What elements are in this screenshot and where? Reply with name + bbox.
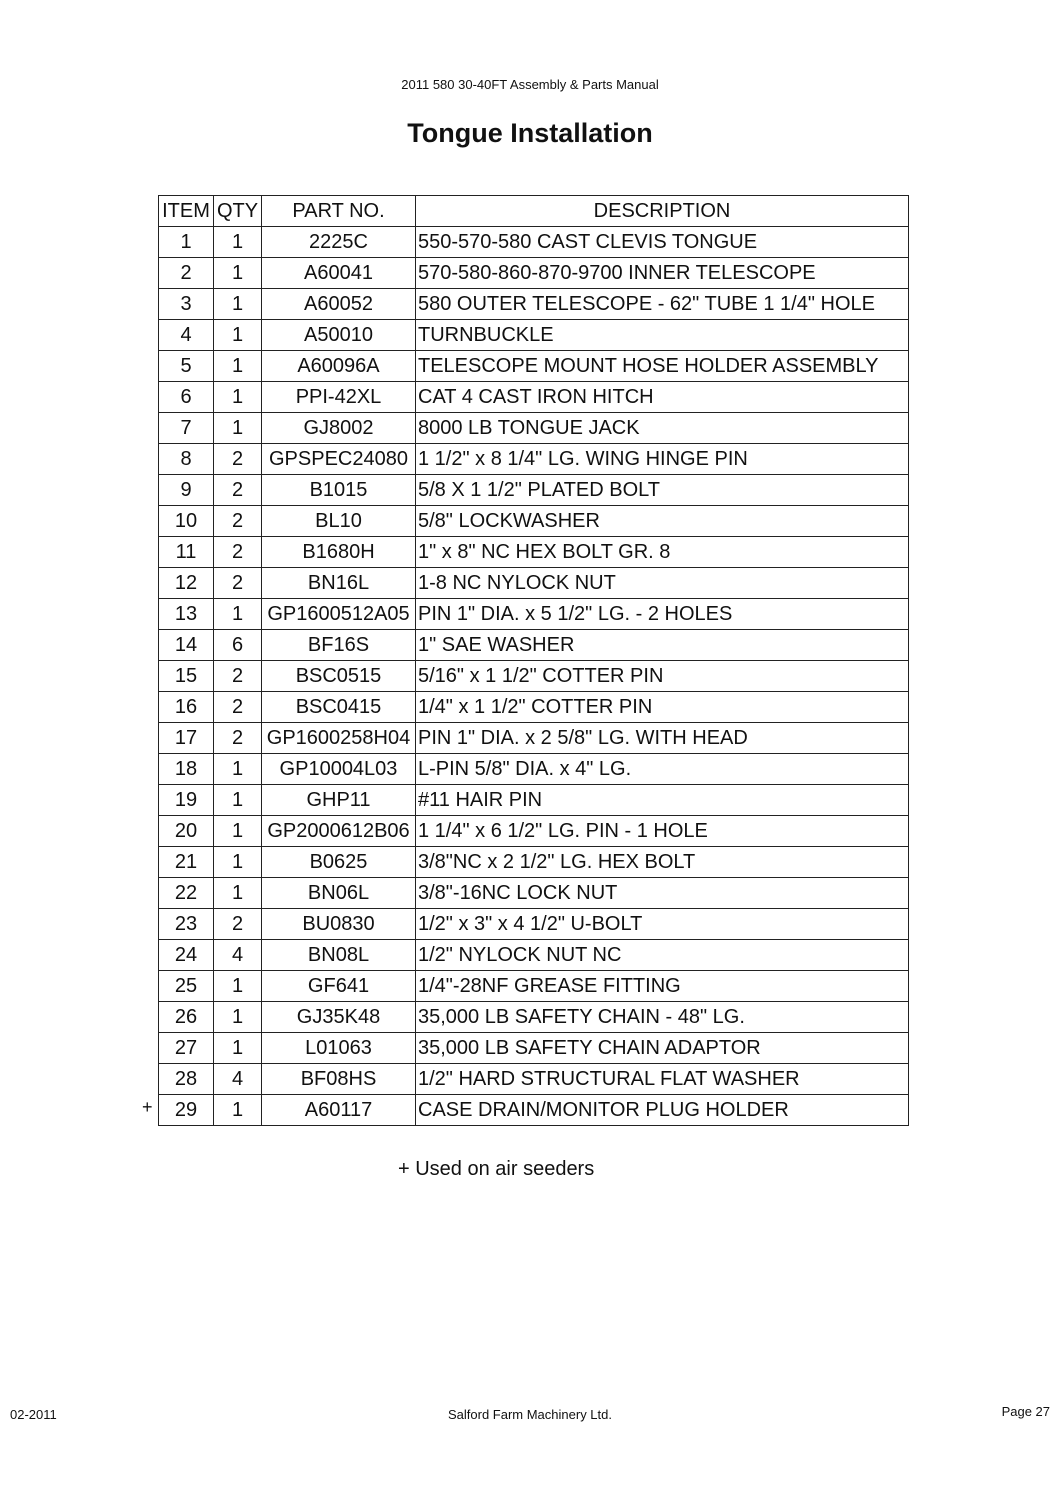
item-number-cell — [159, 568, 214, 599]
qty-cell: 4 — [214, 940, 262, 971]
item-number: 19 — [174, 788, 198, 811]
item-number: 11 — [175, 540, 197, 563]
item-number: 28 — [174, 1067, 198, 1090]
description-cell: 1/4" x 1 1/2" COTTER PIN — [416, 692, 909, 723]
table-row — [159, 1095, 909, 1126]
item-number: 10 — [174, 509, 198, 532]
item-number-cell — [159, 320, 214, 351]
item-number: 18 — [174, 757, 198, 780]
item-number-cell — [159, 940, 214, 971]
qty-cell: 1 — [214, 878, 262, 909]
table-row — [159, 320, 909, 351]
qty-cell: 1 — [214, 320, 262, 351]
description-cell: 1-8 NC NYLOCK NUT — [416, 568, 909, 599]
part-number-cell: GP1600258H04 — [262, 723, 416, 754]
manual-header: 2011 580 30-40FT Assembly & Parts Manual — [401, 77, 659, 92]
table-row — [159, 1064, 909, 1095]
part-number-cell: GP2000612B06 — [262, 816, 416, 847]
item-number-cell — [159, 444, 214, 475]
table-row — [159, 723, 909, 754]
table-row — [159, 382, 909, 413]
item-number-cell — [159, 382, 214, 413]
table-row — [159, 258, 909, 289]
qty-cell: 1 — [214, 754, 262, 785]
table-row — [159, 692, 909, 723]
description-cell: 1/2" HARD STRUCTURAL FLAT WASHER — [416, 1064, 909, 1095]
part-number-cell: A60117 — [262, 1095, 416, 1126]
table-row — [159, 630, 909, 661]
header-row — [159, 196, 909, 227]
description-cell: 3/8"-16NC LOCK NUT — [416, 878, 909, 909]
qty-cell: 4 — [214, 1064, 262, 1095]
item-number-cell — [159, 847, 214, 878]
table-row — [159, 971, 909, 1002]
table-row — [159, 909, 909, 940]
description-cell: PIN 1" DIA. x 2 5/8" LG. WITH HEAD — [416, 723, 909, 754]
description-cell: TURNBUCKLE — [416, 320, 909, 351]
parts-table-body — [142, 227, 909, 1126]
description-cell: 1" SAE WASHER — [416, 630, 909, 661]
parts-table — [142, 195, 909, 1126]
qty-cell: 2 — [214, 661, 262, 692]
item-number: 29 — [174, 1098, 198, 1121]
footer-date: 02-2011 — [10, 1407, 57, 1422]
item-number-cell — [159, 289, 214, 320]
qty-cell: 2 — [214, 568, 262, 599]
qty-cell: 1 — [214, 413, 262, 444]
qty-cell: 2 — [214, 723, 262, 754]
item-number-cell — [159, 661, 214, 692]
footer-page-number: Page 27 — [1001, 1404, 1050, 1419]
footer-company: Salford Farm Machinery Ltd. — [447, 1407, 612, 1422]
part-number-cell: A60052 — [262, 289, 416, 320]
description-cell: 1/2" NYLOCK NUT NC — [416, 940, 909, 971]
item-number-cell — [159, 537, 214, 568]
description-cell: 1/4"-28NF GREASE FITTING — [416, 971, 909, 1002]
qty-cell: 1 — [214, 382, 262, 413]
description-cell: L-PIN 5/8" DIA. x 4" LG. — [416, 754, 909, 785]
item-number-cell — [159, 785, 214, 816]
part-number-cell: GHP11 — [262, 785, 416, 816]
description-cell: 5/8 X 1 1/2" PLATED BOLT — [416, 475, 909, 506]
item-number: 16 — [174, 695, 198, 718]
table-row — [159, 661, 909, 692]
item-number-cell — [159, 723, 214, 754]
item-number: 15 — [174, 664, 198, 687]
item-number: 1 — [180, 230, 192, 253]
part-number-cell: BN06L — [262, 878, 416, 909]
item-number-cell — [159, 1064, 214, 1095]
table-row — [159, 1002, 909, 1033]
qty-cell: 2 — [214, 506, 262, 537]
part-number-cell: BSC0415 — [262, 692, 416, 723]
table-row — [159, 599, 909, 630]
item-number: 21 — [174, 850, 198, 873]
description-cell: 35,000 LB SAFETY CHAIN - 48" LG. — [416, 1002, 909, 1033]
description-cell: 550-570-580 CAST CLEVIS TONGUE — [416, 227, 909, 258]
qty-cell: 1 — [214, 258, 262, 289]
item-number-cell — [159, 506, 214, 537]
description-cell: 1 1/4" x 6 1/2" LG. PIN - 1 HOLE — [416, 816, 909, 847]
item-number-cell — [159, 1002, 214, 1033]
part-number-cell: PPI-42XL — [262, 382, 416, 413]
item-number: 20 — [174, 819, 198, 842]
table-row — [159, 754, 909, 785]
description-cell: #11 HAIR PIN — [416, 785, 909, 816]
item-number-cell — [159, 351, 214, 382]
item-number: 12 — [174, 571, 198, 594]
qty-cell: 1 — [214, 1002, 262, 1033]
qty-cell: 6 — [214, 630, 262, 661]
table-row — [159, 227, 909, 258]
item-number-cell — [159, 630, 214, 661]
table-row — [159, 816, 909, 847]
item-number: 3 — [180, 292, 192, 315]
item-number-cell — [159, 413, 214, 444]
description-cell: TELESCOPE MOUNT HOSE HOLDER ASSEMBLY — [416, 351, 909, 382]
item-number: 27 — [174, 1036, 198, 1059]
qty-cell: 2 — [214, 537, 262, 568]
item-number: 23 — [174, 912, 198, 935]
item-number-cell — [159, 227, 214, 258]
item-number-cell — [159, 754, 214, 785]
qty-cell: 2 — [214, 909, 262, 940]
table-row — [159, 940, 909, 971]
qty-cell: 1 — [214, 847, 262, 878]
item-number: 4 — [180, 323, 192, 346]
part-number-cell: GJ35K48 — [262, 1002, 416, 1033]
table-row — [159, 847, 909, 878]
qty-cell: 1 — [214, 227, 262, 258]
qty-cell: 2 — [214, 692, 262, 723]
part-number-cell: BN16L — [262, 568, 416, 599]
qty-cell: 1 — [214, 599, 262, 630]
qty-cell: 1 — [214, 1095, 262, 1126]
table-row — [159, 568, 909, 599]
part-number-cell: GPSPEC24080 — [262, 444, 416, 475]
part-number-cell: A50010 — [262, 320, 416, 351]
column-header-item: ITEM — [159, 196, 214, 227]
part-number-cell: BF16S — [262, 630, 416, 661]
part-number-cell: A60041 — [262, 258, 416, 289]
qty-cell: 2 — [214, 444, 262, 475]
description-cell: 570-580-860-870-9700 INNER TELESCOPE — [416, 258, 909, 289]
part-number-cell: GF641 — [262, 971, 416, 1002]
part-number-cell: B0625 — [262, 847, 416, 878]
table-row — [159, 444, 909, 475]
item-number: 2 — [180, 261, 192, 284]
item-number: 25 — [174, 974, 198, 997]
part-number-cell: GP1600512A05 — [262, 599, 416, 630]
description-cell: 1/2" x 3" x 4 1/2" U-BOLT — [416, 909, 909, 940]
footnote: + Used on air seeders — [398, 1158, 595, 1180]
item-number: 13 — [174, 602, 198, 625]
part-number-cell: BF08HS — [262, 1064, 416, 1095]
item-number-cell — [159, 599, 214, 630]
item-number: 22 — [174, 881, 198, 904]
table-row — [159, 475, 909, 506]
item-number: 7 — [180, 416, 192, 439]
qty-cell: 2 — [214, 475, 262, 506]
item-number: 8 — [180, 447, 192, 470]
item-number-cell — [159, 1033, 214, 1064]
column-header-part-no: PART NO. — [262, 196, 416, 227]
part-number-cell: A60096A — [262, 351, 416, 382]
table-row — [159, 506, 909, 537]
table-row — [159, 413, 909, 444]
table-row — [159, 878, 909, 909]
qty-cell: 1 — [214, 785, 262, 816]
item-number: 17 — [174, 726, 198, 749]
part-number-cell: GJ8002 — [262, 413, 416, 444]
part-number-cell: B1015 — [262, 475, 416, 506]
qty-cell: 1 — [214, 351, 262, 382]
item-number-cell — [159, 692, 214, 723]
item-number-cell — [159, 258, 214, 289]
item-number: 6 — [180, 385, 192, 408]
table-row — [159, 289, 909, 320]
item-number-cell — [159, 475, 214, 506]
item-number: 14 — [174, 633, 198, 656]
description-cell: 5/8" LOCKWASHER — [416, 506, 909, 537]
table-row — [159, 785, 909, 816]
item-number-cell — [159, 909, 214, 940]
part-number-cell: BN08L — [262, 940, 416, 971]
part-number-cell: GP10004L03 — [262, 754, 416, 785]
part-number-cell: BU0830 — [262, 909, 416, 940]
table-row — [159, 1033, 909, 1064]
part-number-cell: L01063 — [262, 1033, 416, 1064]
item-number: 26 — [174, 1005, 198, 1028]
part-number-cell: BL10 — [262, 506, 416, 537]
description-cell: 5/16" x 1 1/2" COTTER PIN — [416, 661, 909, 692]
item-number-cell — [142, 1095, 214, 1126]
item-number: 5 — [180, 354, 192, 377]
page-title: Tongue Installation — [407, 118, 653, 148]
part-number-cell: 2225C — [262, 227, 416, 258]
item-number-cell — [159, 971, 214, 1002]
description-cell: 1" x 8" NC HEX BOLT GR. 8 — [416, 537, 909, 568]
part-number-cell: BSC0515 — [262, 661, 416, 692]
part-number-cell: B1680H — [262, 537, 416, 568]
qty-cell: 1 — [214, 816, 262, 847]
table-row — [159, 351, 909, 382]
description-cell: 580 OUTER TELESCOPE - 62" TUBE 1 1/4" HOLE — [416, 289, 909, 320]
description-cell: PIN 1" DIA. x 5 1/2" LG. - 2 HOLES — [416, 599, 909, 630]
description-cell: 1 1/2" x 8 1/4" LG. WING HINGE PIN — [416, 444, 909, 475]
description-cell: 8000 LB TONGUE JACK — [416, 413, 909, 444]
column-header-qty: QTY — [214, 196, 262, 227]
qty-cell: 1 — [214, 971, 262, 1002]
description-cell: 35,000 LB SAFETY CHAIN ADAPTOR — [416, 1033, 909, 1064]
row-marker: + — [142, 1097, 153, 1117]
table-row — [159, 537, 909, 568]
item-number-cell — [159, 816, 214, 847]
description-cell: 3/8"NC x 2 1/2" LG. HEX BOLT — [416, 847, 909, 878]
item-number-cell — [159, 878, 214, 909]
item-number: 9 — [180, 478, 192, 501]
item-number: 24 — [174, 943, 198, 966]
column-header-description: DESCRIPTION — [416, 196, 909, 227]
parts-table-header — [159, 196, 909, 227]
qty-cell: 1 — [214, 1033, 262, 1064]
qty-cell: 1 — [214, 289, 262, 320]
description-cell: CAT 4 CAST IRON HITCH — [416, 382, 909, 413]
description-cell: CASE DRAIN/MONITOR PLUG HOLDER — [416, 1095, 909, 1126]
